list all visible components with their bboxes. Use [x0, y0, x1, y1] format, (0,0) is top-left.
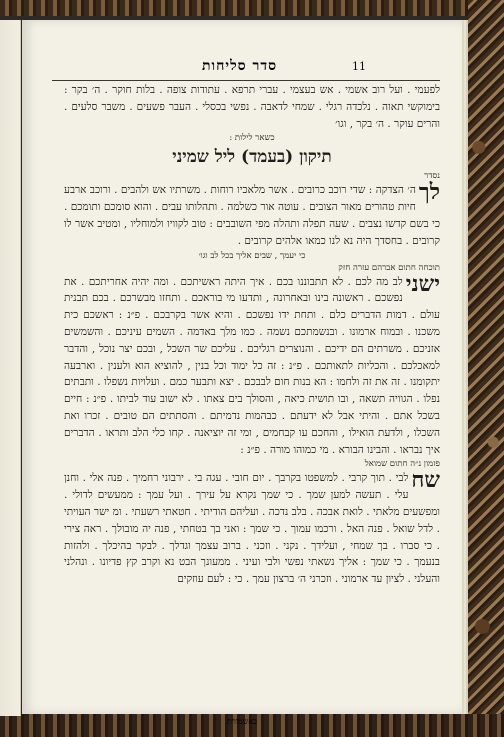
- verse-note: כי יעמך , שבים אליך בכל לב וגו׳: [198, 250, 306, 261]
- background-cloth-top: [0, 0, 504, 16]
- paragraph-yeshenei-text: לב מה לכם . לא תתבוננו בכם . איך היתה ראשיתכם . ומה יהיה אחריתכם . את נפשכם . ראשונה בינו ובאחרונה , ותדעו מי בוראכם . ותחזו מבשרכם . בכם תבנית עולם . דמות הדברים כלם . ותחת ידו נפשכם . והיא אשר בקרבכם . פ״נ : ראשכם כית משכנו . ובמוח ארמונו . ובנשמתכם נשמה . כמו מלך באדמה . השמים עיניכם . והשמשים אזניכם . משרתים הם ידיכם . והנוצרים רגליכם . עליכם שר השכל , ובכם יצר נוכל , והדבר למאכלכם . והכליות לתאותכם . פ״נ : זה כל ימוד וכל בנין , להוציא הוא ולענין . וארבעה יתקומנו . זה את זה ולחמו : הא בנות חום לבבכם . יצא ותבער כמם . ועלויות נשפלו . ותבתים נפלו . הגוויה תשאה , ובו תושית כיאה , והסולך בים צאתו . לא ישוב עוד לביתו . פ״נ : חיים בשכל אתם . והיתי אבל לא ידעתם . כבהמות נדמיתם . והסתתים הם טובים . זכרו ואת השכלו , ולדעת הואילו , והחכם עו קבחמים , ומי זה יוציאנה . קחו כלי הלב ותראו . הדברים איך נבראו . והבינו הבורא . מי כמוהו מורה . פ״נ :: [64, 275, 440, 456]
- running-title: סדר סליחות: [202, 58, 278, 74]
- tochacha-label: תוכחה חתום אברהם עזרה חזק: [338, 262, 440, 273]
- catchword: באשמורת: [227, 717, 257, 726]
- facing-page-edge: [0, 20, 21, 716]
- paragraph-yeshenei: [64, 270, 440, 459]
- section-title: תיקון (בעמד) ליל שמיני: [172, 147, 332, 168]
- paragraph-lecha-text: ה׳ הצדקה : שדי רוכב כרובים . אשר מלאכיו רוחות . משרתיו אש ולהבים . ורוכב ארבע חיות טהורים מאור הצובים . עוטה אור כשלמה . ותהלותו עבים . והוא סומכם ותומכם . כי בשם קדשו נצבים . שעה תפלה ותהלה מפי השובבים : טוב לקוויו ולמוחליו , ומטיב אשר לו קרובים . בחסדך היה נא לנו כמאו אלהים קרובים .: [64, 184, 440, 247]
- page-header: [52, 60, 440, 81]
- page-text: [64, 82, 440, 588]
- page-number: 11: [352, 60, 366, 73]
- initial-word: שח: [411, 467, 440, 494]
- rubric-note: כשאר לילות :: [229, 133, 275, 144]
- initial-word: ישני: [405, 270, 440, 297]
- paragraph-lecha: [64, 179, 440, 249]
- initial-word: לך: [418, 179, 440, 206]
- paragraph-shach: [64, 467, 440, 588]
- paragraph-shach-text: לבי . תוך קרבי . למשפטו בקרבך . יום חובי . עגה בי . ירבוני רחמיך . פנה אלי . וחנן עלי . תעשה למען שמך . כי שמך נקרא על עירך . ועל עמך : ממעשים לדולי . ומפשעים מלאתי . לואת אבכה . בלב נדכה . ועליהם הודיתי . חטאתי רשעתי . ומ ישר העויתי . לדל שואל . פנה האל . ורכמו עמוך . כי שמך : ואני בך בטחתי , פנה יה מובולך . ראה צירי . כי סברו . בך שמחי , ועלידך . נקני . וזכני . ברוב עצמך וגדלך . לבקר בהיכלך . ולהזות בנעמך . כי שמך : אליך נשאתי נפשי ולבי ועיני . ממעונך הבט נא וקרב קץ פדיונו . ונהלני והעלני . לציון עד ארמוני . וזכרני ה׳ ברצון עמך . כי : לעם עוזקים: [64, 472, 440, 586]
- paragraph-opening: לפעמי . ועל רוב אשמי . אש בעצמי . עברי תרפא . עתודות צופה . בלות חוקר . ה׳ בקר : בימוקשי תאוה . נלכדה רגלי . שמחי לדאבה . נפשי בכסלי . העבר פשעים . משבר סלעים . והרים עוקר . ה׳ בקר , וגו׳: [64, 84, 441, 130]
- pizmon-label: פזמון נ״ה חתום שמואל: [364, 459, 440, 470]
- book-page: [22, 20, 462, 726]
- background-cloth-right: [468, 0, 504, 737]
- author-label: נסדר: [424, 171, 440, 182]
